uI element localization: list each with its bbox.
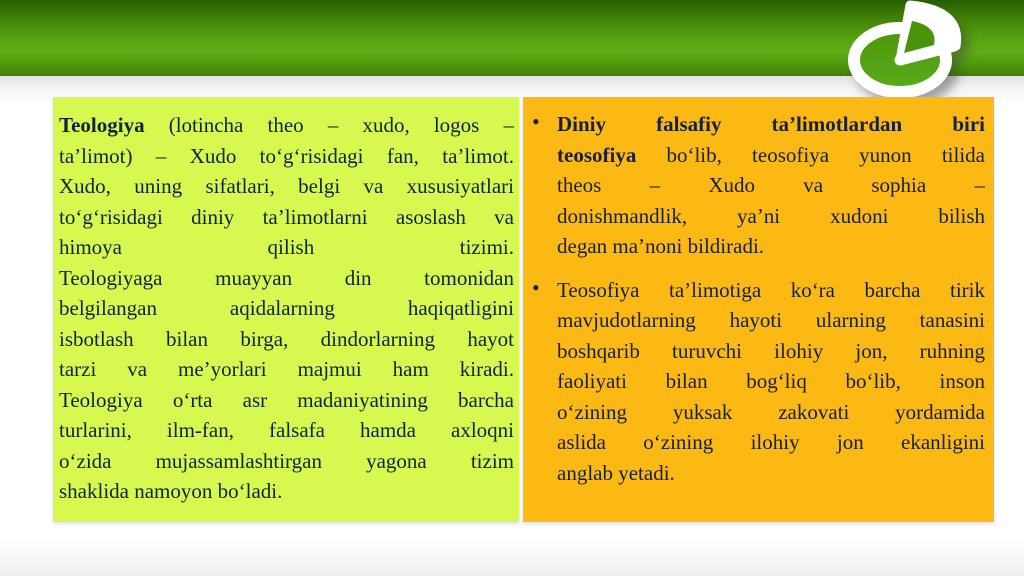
text-line: donishmandlik, ya’ni xudoni bilish — [557, 203, 985, 228]
bullet-item — [523, 109, 985, 262]
text-line: himoya qilish tizimi. — [59, 235, 514, 259]
text-line: o‘zining yuksak zakovati yordamida — [557, 399, 985, 424]
teologiya-textbox — [53, 97, 519, 522]
text-line: Teologiya (lotincha theo – xudo, logos – — [59, 113, 515, 137]
text-line: aslida o‘zining ilohiy jon ekanligini — [557, 430, 985, 454]
bullet-icon: • — [532, 274, 540, 300]
text-line: turlarini, ilm-fan, falsafa hamda axloqni — [59, 418, 514, 442]
bold-term: Diniy falsafiy ta’limotlardan biri — [557, 112, 985, 136]
text-line: faoliyati bilan bog‘liq bo‘lib, inson — [557, 369, 985, 393]
text-line: theos – Xudo va sophia – — [557, 173, 985, 197]
text-line: tarzi va me’yorlari majmui ham kiradi. — [59, 357, 514, 381]
text-line: Teologiyaga muayyan din tomonidan — [59, 265, 514, 290]
bold-term: Teologiya — [59, 113, 145, 137]
teosofiya-textbox — [523, 97, 994, 522]
text-line: o‘zida mujassamlashtirgan yagona tizim — [59, 448, 514, 473]
text-line: belgilangan aqidalarning haqiqatligini — [59, 296, 514, 320]
bullet-icon: • — [532, 109, 540, 134]
bullet-item — [523, 275, 985, 489]
text-line: boshqarib turuvchi ilohiy jon, ruhning — [557, 338, 985, 363]
text-line: isbotlash bilan birga, dindorlarning hayot — [59, 326, 514, 351]
text-line: anglab yetadi. — [557, 460, 675, 485]
text-line: ta’limot) – Xudo to‘g‘risidagi fan, ta’limot. — [59, 143, 514, 168]
text-line: Teosofiya ta’limotiga ko‘ra barcha tirik — [557, 277, 985, 302]
text-line: to‘g‘risidagi diniy ta’limotlarni asoslash va — [59, 204, 514, 229]
text-line: Teologiya o‘rta asr madaniyatining barcha — [59, 387, 514, 412]
bold-term: teosofiya — [557, 142, 637, 167]
text-line — [557, 109, 985, 140]
text-line: shaklida namoyon bo‘ladi. — [59, 479, 283, 503]
text-line: mavjudotlarning hayoti ularning tanasini — [557, 308, 985, 332]
text-line: degan ma’noni bildiradi. — [557, 234, 765, 258]
text-line: teosofiya bo‘lib, teosofiya yunon tilida — [557, 142, 985, 167]
text-line: Xudo, uning sifatlari, belgi va xususiyatlari — [59, 174, 514, 198]
